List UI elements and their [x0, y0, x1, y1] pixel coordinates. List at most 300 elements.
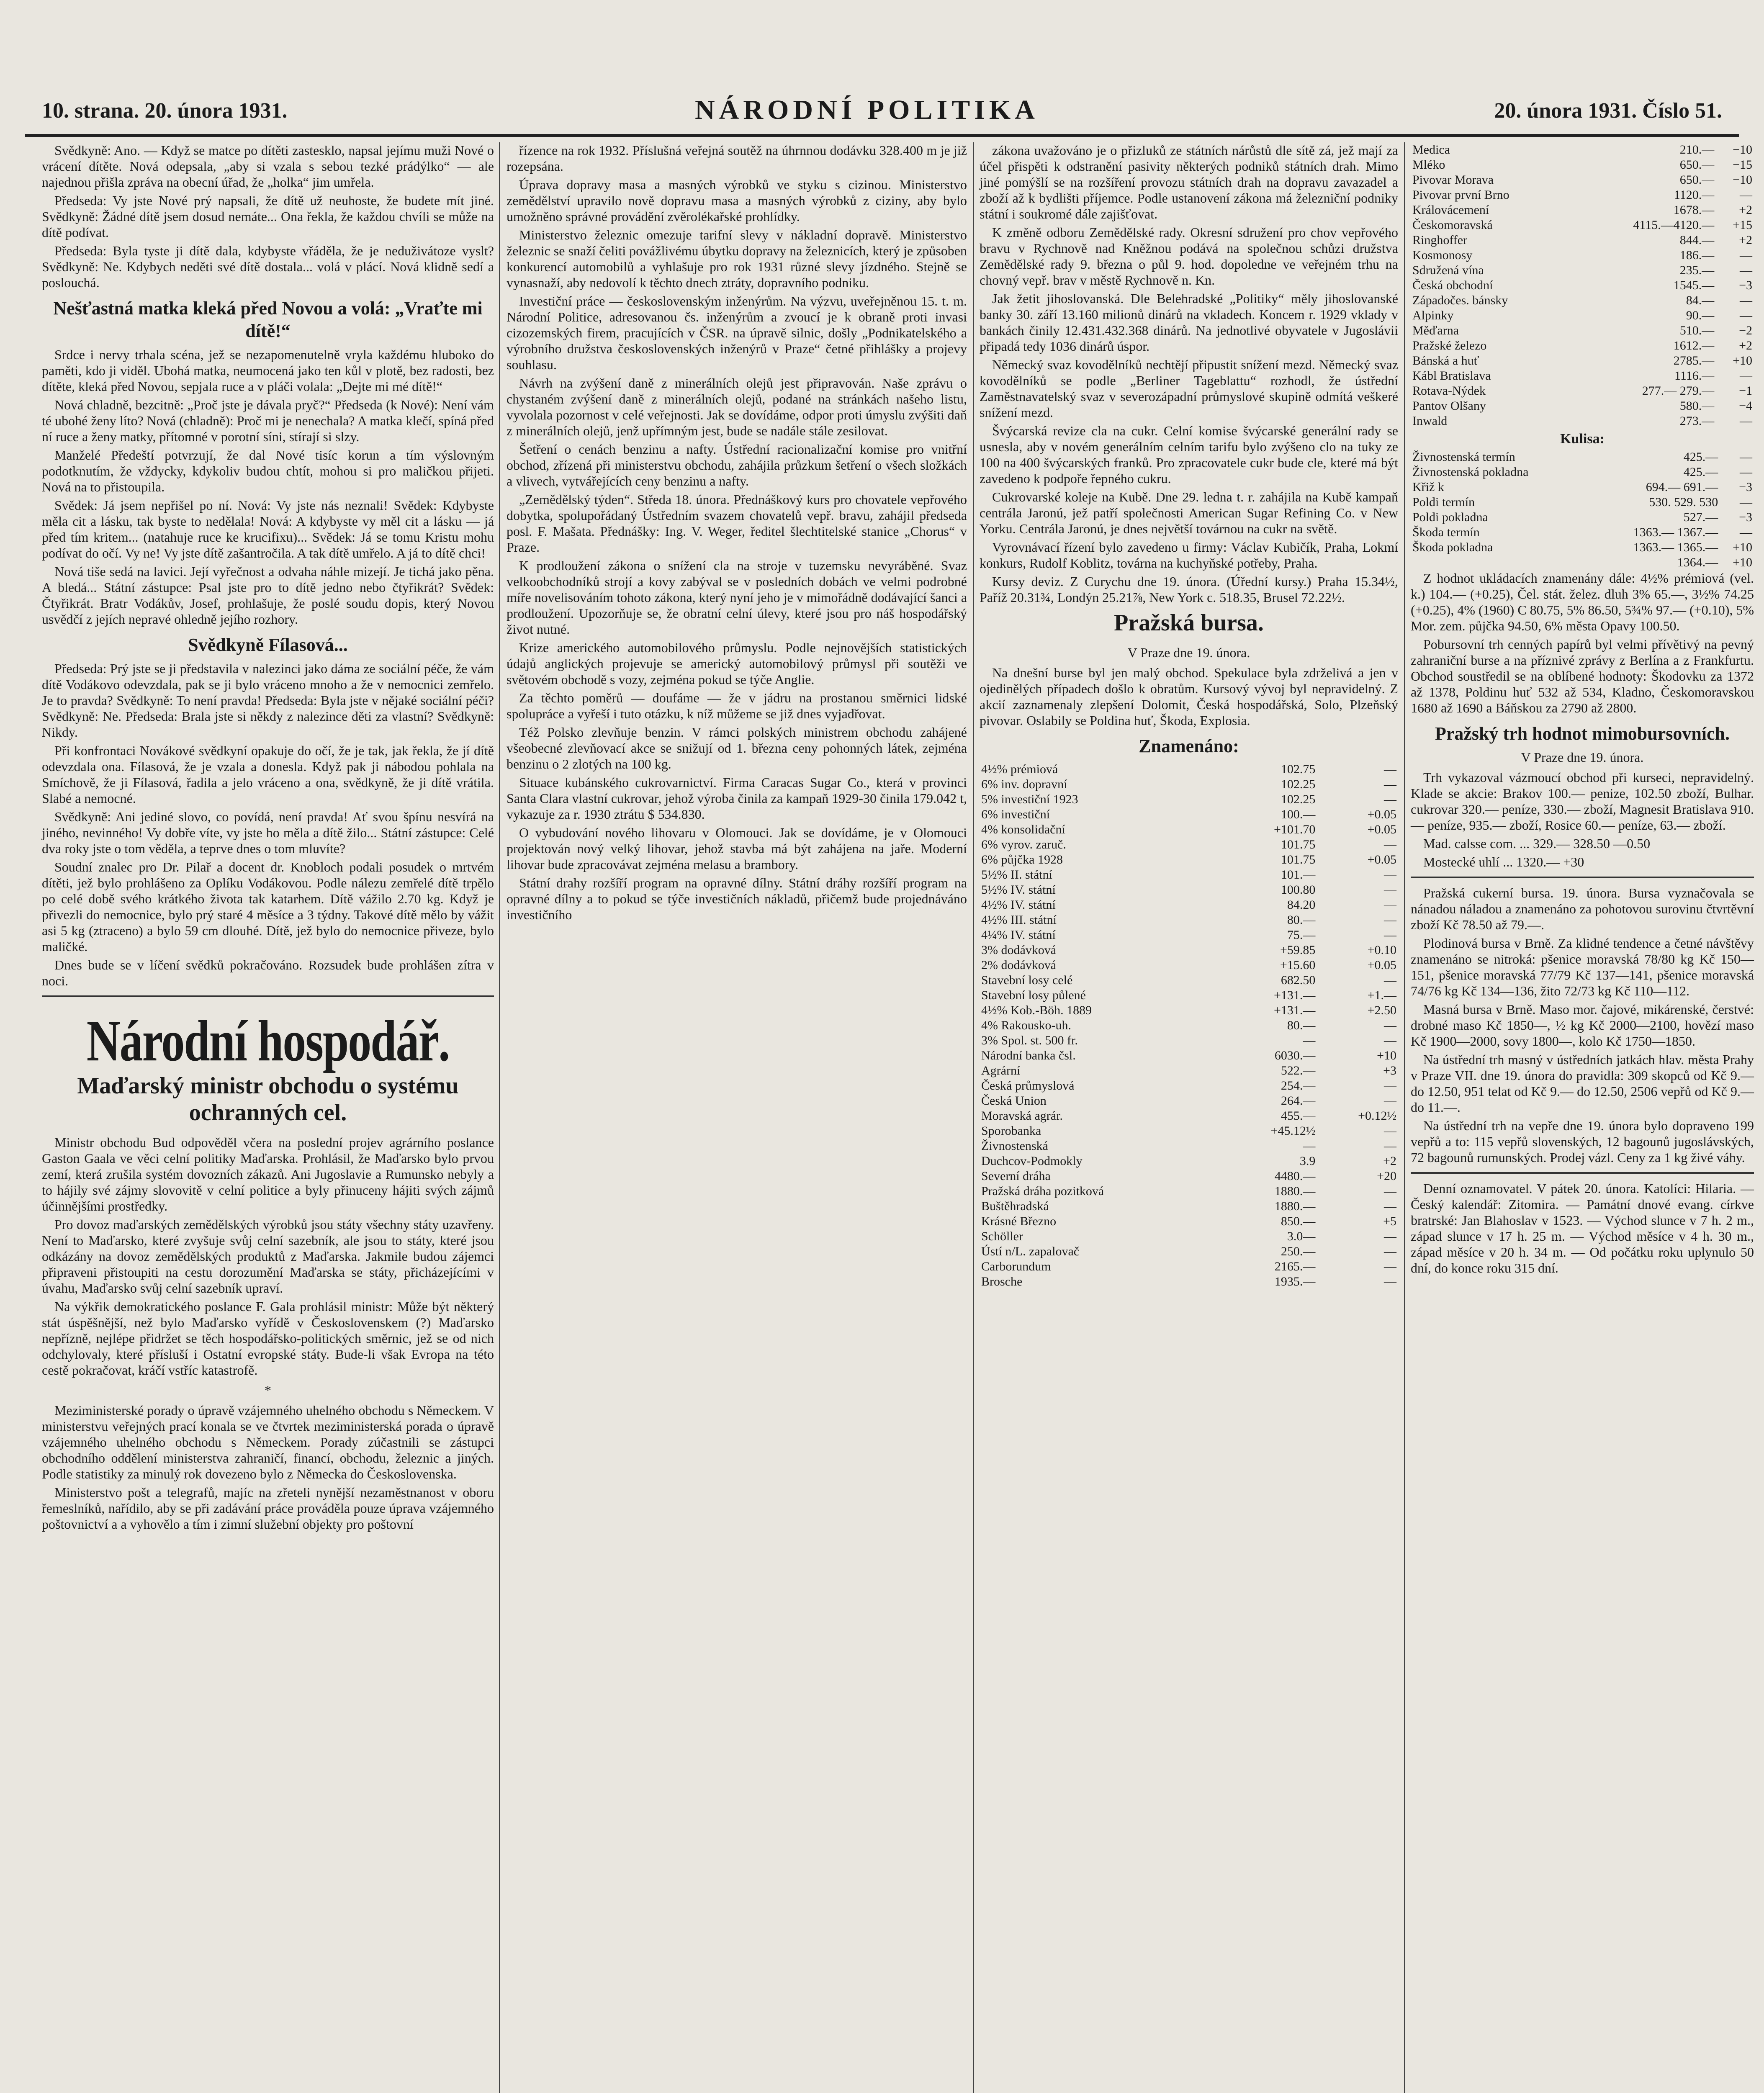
change-cell: −1: [1739, 384, 1752, 398]
change-cell: —: [1740, 248, 1752, 262]
change-cell: +20: [1377, 1169, 1396, 1183]
price-cell: 527.—: [1683, 510, 1718, 524]
article-paragraph: Pro dovoz maďarských zemědělských výrobků jsou státy všechny státy uzavřeny. Není to Maďarsko, které zvyšuje svůj celní sazebník, ale jsou to státy, které jsou odkázány na dovoz zemědělských produktů z Maďarska. Jakmile budou zájemci připraveni přistoupiti na cestu dorozumění Maďarska se státy, přicházejícími v úvahu, Maďarsko svůj celní sazebník upraví.: [42, 1217, 494, 1296]
column-1: [42, 142, 494, 1535]
security-name: 6% inv. dopravní: [981, 777, 1067, 791]
article-paragraph: Soudní znalec pro Dr. Pilař a docent dr. Knobloch podali posudek o mrtvém dítěti, jež bylo prohlášeno za Oplíku Vodákovou. Podle nálezu zemřelé dítě trpělo po celé době svého krátkého života tak katarhem. Dítě vážilo 2.70 kg. Když je přivezli do nemocnice, bylo prý staré 4 měsíce a 3 týdny. Takové dítě mělo by vážit asi 5 kg (ztraceno) a bylo 59 cm dlouhé. Dítě, jež bylo do nemocnice přiveze, bylo maličké.: [42, 859, 494, 954]
security-name: Česká průmyslová: [981, 1079, 1075, 1093]
article-paragraph: Návrh na zvýšení daně z minerálních olejů jest připravován. Naše zprávu o chystaném zvýšení daně z minerálních olejů, podané na stránkách našeho listu, vyvolala pozornost v celé veřejnosti. Jak se dovídáme, odpor proti úmyslu zvýšiti daň z minerálních olejů, jenž upřímným jest, bude se nadále stále zesilovat.: [507, 375, 967, 438]
article-paragraph: řízence na rok 1932. Příslušná veřejná soutěž na úhrnnou dodávku 328.400 m je již rozepsána.: [507, 143, 967, 174]
change-cell: —: [1740, 188, 1752, 202]
security-name: Buštěhradská: [981, 1199, 1049, 1213]
security-name: Medica: [1412, 143, 1450, 157]
newspaper-page: [25, 0, 1754, 2093]
security-name: Poldi pokladna: [1412, 510, 1488, 524]
change-cell: —: [1384, 1275, 1396, 1288]
security-name: 3% Spol. st. 500 fr.: [981, 1034, 1078, 1047]
security-name: Ústí n/L. zapalovač: [981, 1244, 1080, 1258]
table-row: [1411, 278, 1754, 293]
security-name: 6% vyrov. zaruč.: [981, 838, 1066, 851]
price-cell: 80.—: [1287, 913, 1316, 927]
table-row: [1411, 510, 1754, 525]
column-rule: [1404, 142, 1405, 2093]
security-name: 5½% IV. státní: [981, 883, 1056, 897]
price-cell: 650.—: [1679, 158, 1715, 172]
article-paragraph: Ministerstvo pošt a telegrafů, majíc na zřeteli nynější nezaměstnanost v oboru řemeslníků, nařídilo, aby se při zadávání práce prováděla pouze úprava vzájemného poštovnictví a a vyhovělo a tím i zimní služební objekty pro poštovní: [42, 1485, 494, 1532]
change-cell: +0.12½: [1358, 1109, 1396, 1123]
table-row: [1411, 525, 1754, 540]
security-name: [1411, 555, 1589, 570]
table-row: [980, 1169, 1398, 1184]
change-cell: −3: [1739, 278, 1752, 292]
table-row: [980, 1139, 1398, 1154]
security-name: Pivovar první Brno: [1412, 188, 1509, 202]
change-cell: —: [1740, 465, 1752, 479]
article-paragraph: Situace kubánského cukrovarnictví. Firma Caracas Sugar Co., která v provinci Santa Clara vlastní cukrovar, jehož výroba činila za kampaň 1929-30 činila 179.042 t, vykazuje za r. 1930 ztrátu $ 534.830.: [507, 775, 967, 822]
price-cell: +59.85: [1280, 943, 1316, 957]
section-heading: Svědkyně Fílasová...: [188, 635, 348, 655]
article-paragraph: Švýcarská revize cla na cukr. Celní komise švýcarské generální rady se usnesla, aby v novém generálním celním tarifu bylo zvýšeno clo na tuky ze 100 na 400 švýcarských franků. Pro zpracovatele cukr bude cle, které má být zavedeno k podpoře řepného cukru.: [980, 423, 1398, 486]
price-cell: 250.—: [1281, 1244, 1316, 1258]
security-name: 2% dodávková: [981, 958, 1057, 972]
article-paragraph: Srdce i nervy trhala scéna, jež se nezapomenutelně vryla každému hluboko do paměti, kdo ji viděl. Ubohá matka, neumocená jako ten kůl v plotě, bez radosti, bez dítěte, kleká před Novou, sepjala ruce a v pláči volala: „Dejte mi mé dítě!“: [42, 347, 494, 394]
change-cell: +2: [1739, 203, 1752, 217]
table-heading: Kulisa:: [1560, 431, 1605, 447]
table-row: [1411, 495, 1754, 510]
change-cell: +0.05: [1367, 853, 1396, 867]
article-paragraph: O vybudování nového lihovaru v Olomouci. Jak se dovídáme, je v Olomouci projektován nový velký lihovar, jehož stavba má být zahájena na jaře. Moderní lihovar bude zpracovávat zejména melasu a brambory.: [507, 825, 967, 872]
security-name: Kosmonosy: [1412, 248, 1473, 262]
article-paragraph: „Zemědělský týden“. Středa 18. února. Přednáškový kurs pro chovatele vepřového dobytka, spolupořádaný Ústředním svazem chovatelů vepř. bravu, zahájil předseda posl. F. Mašata. Přednášky: Ing. V. Weger, ředitel šlechtitelské stanice „Chorus“ v Praze.: [507, 492, 967, 555]
security-name: Národní banka čsl.: [981, 1049, 1076, 1062]
article-paragraph: Vyrovnávací řízení bylo zavedeno u firmy: Václav Kubičík, Praha, Lokmí konkurs, Rudolf Koblitz, továrna na kuchyňské potřeby, Praha.: [980, 540, 1398, 571]
price-cell: —: [1303, 1034, 1316, 1047]
security-name: Moravská agrár.: [981, 1109, 1063, 1123]
article-paragraph: Masná bursa v Brně. Maso mor. čajové, mikárenské, čerstvé: drobné maso Kč 1850—, ½ kg Kč 2000—2100, hovězí maso Kč 1900—2000, sovy 1800—, kolo Kč 1750—1850.: [1411, 1002, 1754, 1049]
price-cell: 235.—: [1679, 263, 1715, 277]
table-row: [980, 762, 1398, 777]
price-cell: 6030.—: [1274, 1049, 1316, 1062]
article-paragraph: Též Polsko zlevňuje benzin. V rámci polských ministrem obchodu zahájené všeobecné zlevňovací akce se snižují od 1. března ceny pohonných látek, zejména benzinu o 2 zlotých na 100 kg.: [507, 725, 967, 771]
price-cell: +131.—: [1273, 988, 1316, 1002]
change-cell: —: [1384, 913, 1396, 927]
price-cell: 850.—: [1281, 1214, 1316, 1228]
article-paragraph: Předseda: Vy jste Nové prý napsali, že dítě už neuhoste, že budete mít jiné. Svědkyně: Žádné dítě jsem dosud nemáte... Ona řekla, že každou chvíli se může na dítě podívat.: [42, 193, 494, 240]
security-name: 4% Rakousko-uh.: [981, 1018, 1071, 1032]
security-name: Ringhoffer: [1412, 233, 1468, 247]
price-cell: 1880.—: [1274, 1184, 1316, 1198]
change-cell: —: [1384, 838, 1396, 851]
price-cell: 254.—: [1281, 1079, 1316, 1093]
security-name: Škoda pokladna: [1412, 540, 1493, 554]
price-cell: 682.50: [1281, 973, 1316, 987]
price-cell: 650.—: [1679, 173, 1715, 187]
column-rule: [499, 142, 500, 2093]
issue-date-number: 20. února 1931. Číslo 51.: [1494, 99, 1722, 123]
security-name: Sdružená vína: [1412, 263, 1484, 277]
change-cell: +1.—: [1367, 988, 1396, 1002]
security-name: Alpinky: [1412, 309, 1454, 322]
price-cell: 1364.—: [1677, 555, 1718, 569]
price-cell: 100.—: [1281, 807, 1316, 821]
article-paragraph: Státní drahy rozšíří program na opravné dílny. Státní dráhy rozšíří program na opravné dílny a to pokud se týče investičních nákladů, přičemž bude projednáváno investičního: [507, 875, 967, 922]
security-name: Inwald: [1412, 414, 1448, 428]
table-row: [980, 1018, 1398, 1033]
price-cell: 186.—: [1679, 248, 1715, 262]
security-name: Stavební losy celé: [981, 973, 1073, 987]
change-cell: —: [1384, 1034, 1396, 1047]
table-row: [1411, 293, 1754, 308]
price-cell: 100.80: [1281, 883, 1316, 897]
article-paragraph: Předseda: Byla tyste ji dítě dala, kdybyste vřáděla, že je neduživátoze vyslt? Svědkyně: Ne. Kdybych neděti své dítě dostala... volá v plácí. Nová klidně sedí a poslouchá.: [42, 243, 494, 290]
table-row: [1411, 353, 1754, 368]
price-cell: 101.75: [1281, 838, 1316, 851]
security-name: Měďarna: [1412, 324, 1459, 337]
price-cell: +45.12½: [1270, 1124, 1316, 1138]
table-row: [980, 1154, 1398, 1169]
column-rule: [973, 142, 974, 2093]
security-name: 4½% Kob.-Böh. 1889: [981, 1003, 1092, 1017]
divider: [42, 995, 494, 997]
article-paragraph: Nová tiše sedá na lavici. Její vyřečnost a odvaha náhle mizejí. Je tichá jako pěna. A bledá... Státní zástupce: Psal jste pro to dítě jedno nebo čtyřikrát? Svědek: Čtyřikrát. Bratr Vodákův, Josef, prohlašuje, že poslé soudu dopis, který Novou usvědčí z jejích nepravé ohledně jejího rozhory.: [42, 564, 494, 627]
table-row: [980, 1259, 1398, 1274]
change-cell: −3: [1739, 510, 1752, 524]
table-row: [1411, 338, 1754, 353]
price-cell: 1363.— 1367.—: [1633, 525, 1718, 539]
article-paragraph: Meziministerské porady o úpravě vzájemného uhelného obchodu s Německem. V ministerstvu veřejných prací konala se ve čtvrtek meziministerská porada o úpravě vzájemného uhelného obchodu s Německem. Porady zúčastnili se zástupci obchodního oddělení ministerstva zahraničí, financí, obchodu, železnic a jiných. Podle statistiky za minulý rok dovezeno bylo z Německa do Československa.: [42, 1403, 494, 1481]
table-row: [1411, 399, 1754, 414]
security-name: 5% investiční 1923: [981, 792, 1078, 806]
price-cell: 1545.—: [1673, 278, 1715, 292]
table-row: [980, 1244, 1398, 1259]
security-name: Carborundum: [981, 1260, 1051, 1273]
security-name: Pražské železo: [1412, 339, 1487, 352]
article-paragraph: Trh vykazoval vázmoucí obchod při kurseci, nepravidelný. Klade se akcie: Brakov 100.— penize, 102.50 zboží, Bulhar. cukrovar 320.— peníze, 330.— zboží, Magnesit Bratislava 910.— peníze, 935.— zboží, Rosice 60.— peníze, 63.— zboží.: [1411, 770, 1754, 833]
article-paragraph: Na dnešní burse byl jen malý obchod. Spekulace byla zdrželivá a jen v ojedinělých případech došlo k obratům. Kursový vývoj byl nepravidelný. Z akcií zaznamenaly zlepšení Dolomit, Česká hospodářská, Solo, Plzeňský pivovar. Oslabily se Poldina huť, Škoda, Explosia.: [980, 665, 1398, 728]
table-row: [980, 897, 1398, 913]
security-name: Pražská dráha pozitková: [981, 1184, 1104, 1198]
price-cell: 80.—: [1287, 1018, 1316, 1032]
article-paragraph: K prodloužení zákona o snížení cla na stroje v tuzemsku nevyráběné. Svaz velkoobchodníků strojí a kovy zabýval se v posledních dobách ve velmi podrobné míře novelisováním tohoto zákona, který nyní jeho je v mimořádně dodávající šanci a prodloužení. Upozorňuje se, že obratní celní úlevy, které jsou pro náš hospodářský život nutné.: [507, 558, 967, 637]
security-name: 4¼% IV. státní: [981, 928, 1056, 942]
table-row: [1411, 157, 1754, 172]
price-cell: 1120.—: [1674, 188, 1715, 202]
table-row: [1411, 465, 1754, 480]
change-cell: +3: [1383, 1064, 1396, 1077]
price-cell: 210.—: [1679, 143, 1715, 157]
change-cell: +2: [1739, 233, 1752, 247]
change-cell: +2.50: [1367, 1003, 1396, 1017]
price-cell: 1880.—: [1274, 1199, 1316, 1213]
column-2: [507, 142, 967, 925]
price-cell: 2785.—: [1673, 354, 1715, 368]
table-row: [1411, 263, 1754, 278]
change-cell: +2: [1383, 1154, 1396, 1168]
price-cell: 2165.—: [1274, 1260, 1316, 1273]
article-paragraph: Ministerstvo železnic omezuje tarifní slevy v nákladní dopravě. Ministerstvo železnic se snaží čeliti povážlivému úbytku dopravy na železnicích, který je způsoben konkurencí automobilů a vyhlašuje pro rok 1931 různé slevy jízdného. Stejně se vynasnaží, aby nedovolí k těchto dnech ztráty, dopravního podniku.: [507, 227, 967, 290]
change-cell: −2: [1739, 324, 1752, 337]
security-name: Česká Union: [981, 1094, 1047, 1108]
price-cell: +101.70: [1273, 823, 1316, 836]
security-name: 4½% IV. státní: [981, 898, 1056, 912]
article-paragraph: Německý svaz kovodělníků nechtějí připustit snížení mezd. Německý svaz kovodělníků se podle „Berliner Tageblattu“ rozhodl, že ústřední Zaměstnavatelský svaz v severozápadní průmyslové skupině odmítá veškeré snížení mezd.: [980, 357, 1398, 420]
security-name: Pivovar Morava: [1412, 173, 1494, 187]
table-row: [980, 867, 1398, 882]
change-cell: —: [1384, 883, 1396, 897]
security-name: Pantov Olšany: [1412, 399, 1486, 413]
dateline: V Praze dne 19. února.: [1127, 645, 1250, 660]
security-name: 6% půjčka 1928: [981, 853, 1063, 867]
table-row: [980, 1229, 1398, 1244]
change-cell: —: [1384, 1124, 1396, 1138]
article-paragraph: Předseda: Prý jste se ji představila v nalezinci jako dáma ze sociální péče, že vám dítě Vodákovo odevzdala, pak se ji bylo vráceno mnoho a že v nemocnici zemřelo. Je to pravda? Svědkyně: To není pravda! Předseda: Byla jste v nějaké sociální péči? Svědkyně: Ne. Předseda: Brala jste si někdy z nalezince děti za vlastní? Svědkyně: Nikdy.: [42, 661, 494, 740]
security-name: 3% dodávková: [981, 943, 1057, 957]
article-paragraph: Plodinová bursa v Brně. Za klidné tendence a četné návštěvy znamenáno se nitroká: pšenice moravská 78/80 kg Kč 150—151, pšenice moravská 77/79 Kč 137—141, pšenice moravská 74/76 kg Kč 134—136, žito 72/73 kg Kč 110—112.: [1411, 936, 1754, 998]
price-cell: 425.—: [1683, 465, 1718, 479]
stock-table: [1411, 450, 1754, 570]
change-cell: —: [1384, 1018, 1396, 1032]
price-cell: 90.—: [1686, 309, 1715, 322]
table-row: [980, 792, 1398, 807]
price-cell: +131.—: [1273, 1003, 1316, 1017]
security-name: Českomoravská: [1412, 218, 1493, 232]
change-cell: +0.05: [1367, 958, 1396, 972]
change-cell: −4: [1739, 399, 1752, 413]
section-heading: Pražský trh hodnot mimobursovních.: [1435, 723, 1730, 744]
table-row: [980, 1078, 1398, 1093]
change-cell: −15: [1733, 158, 1752, 172]
table-row: [980, 928, 1398, 943]
security-name: Poldi termín: [1412, 495, 1475, 509]
table-heading: Znamenáno:: [1139, 736, 1239, 756]
change-cell: —: [1384, 1094, 1396, 1108]
price-cell: 694.— 691.—: [1646, 480, 1718, 494]
price-cell: +15.60: [1280, 958, 1316, 972]
table-row: [980, 837, 1398, 852]
change-cell: +0.10: [1367, 943, 1396, 957]
change-cell: —: [1384, 1184, 1396, 1198]
security-name: Kábl Bratislava: [1412, 369, 1491, 383]
change-cell: +10: [1733, 540, 1752, 554]
table-row: [980, 1033, 1398, 1048]
price-cell: 84.—: [1686, 293, 1715, 307]
security-name: Agrární: [981, 1064, 1021, 1077]
price-cell: 101.—: [1281, 868, 1316, 882]
table-row: [1411, 308, 1754, 323]
security-name: Živnostenská pokladna: [1412, 465, 1529, 479]
table-row: [980, 1093, 1398, 1108]
price-cell: 75.—: [1287, 928, 1316, 942]
section-heading: Pražská bursa.: [1114, 610, 1264, 636]
change-cell: +10: [1733, 555, 1752, 569]
price-cell: 3.0—: [1287, 1229, 1316, 1243]
dateline: V Praze dne 19. února.: [1521, 750, 1644, 765]
page-header: [25, 94, 1739, 137]
table-row: [980, 1274, 1398, 1289]
price-cell: 530. 529. 530: [1649, 495, 1718, 509]
separator-star: *: [265, 1383, 271, 1398]
price-cell: 1612.—: [1673, 339, 1715, 352]
price-cell: 522.—: [1281, 1064, 1316, 1077]
column-4: [1411, 142, 1754, 1278]
table-row: [980, 1199, 1398, 1214]
table-row: [980, 973, 1398, 988]
price-cell: 510.—: [1679, 324, 1715, 337]
article-paragraph: Cukrovarské koleje na Kubě. Dne 29. ledna t. r. zahájila na Kubě kampaň centrála Jaronú, jež patří společnosti American Sugar Refining Co. v New Yorku. Centrála Jaronú, je dnes největší továrnou na cukr na světě.: [980, 489, 1398, 536]
table-row: [980, 1063, 1398, 1078]
table-row: [980, 777, 1398, 792]
table-row: [1411, 172, 1754, 188]
stock-table: [1411, 142, 1754, 429]
article-paragraph: Z hodnot ukládacích znamenány dále: 4½% prémiová (vel. k.) 104.— (+0.25), Čel. stát. želez. dluh 3% 65.—, 3½% 74.25 (+0.25), 4% (1960) C 80.75, 5% 86.50, 5¾% 97.— (+0.10), 5% Mor. zem. půjčka 94.50, 6% města Opavy 100.50.: [1411, 571, 1754, 633]
security-name: 5½% II. státní: [981, 868, 1052, 882]
change-cell: —: [1740, 414, 1752, 428]
table-row: [1411, 450, 1754, 465]
security-name: Schöller: [981, 1229, 1023, 1243]
price-cell: 273.—: [1679, 414, 1715, 428]
price-line: Mad. calsse com. ... 329.— 328.50 —0.50: [1423, 836, 1651, 851]
security-name: Bánská a huť: [1412, 354, 1479, 368]
article-paragraph: Nová chladně, bezcitně: „Proč jste je dávala pryč?“ Předseda (k Nové): Není vám té ubohé ženy líto? Nová (chladně): Proč mi je nenechala? A matka klečí, spíná před ní ruce a ženy matky, přítomné v porotní síni, stírají si slzy.: [42, 397, 494, 444]
change-cell: —: [1384, 1244, 1396, 1258]
change-cell: +10: [1733, 354, 1752, 368]
price-cell: 1935.—: [1274, 1275, 1316, 1288]
article-paragraph: Kursy deviz. Z Curychu dne 19. února. (Úřední kursy.) Praha 15.34½, Paříž 20.31¾, Londýn 25.21⅞, New York c. 518.35, Brusel 72.22½.: [980, 574, 1398, 605]
table-row: [980, 822, 1398, 837]
security-name: Škoda termín: [1412, 525, 1480, 539]
table-row: [980, 943, 1398, 958]
price-cell: 102.25: [1281, 792, 1316, 806]
table-row: [980, 1108, 1398, 1124]
article-paragraph: Ministr obchodu Bud odpověděl včera na poslední projev agrárního poslance Gaston Gaala ve věci celní politiky Maďarska. Prohlásil, že Maďarsko bylo prvou zemí, která zrušila systém dovozních zákazů. Ani Jugoslavie a Rumunsko nebyly a to hájily své zájmy slovovitě v celní politice a byly přinuceny hájiti svých zájmů účinnějšími prostředky.: [42, 1135, 494, 1214]
divider: [1411, 1172, 1754, 1174]
article-paragraph: Úprava dopravy masa a masných výrobků ve styku s cizinou. Ministerstvo zemědělství upravilo nově dopravu masa a masných výrobků z ciziny, aby bylo umožněno správné provádění zvěrolékařské prohlídky.: [507, 177, 967, 224]
security-name: Křiž k: [1412, 480, 1444, 494]
section-title: Národní hospodář.: [86, 1008, 450, 1074]
price-cell: 101.75: [1281, 853, 1316, 867]
change-cell: +0.05: [1367, 823, 1396, 836]
security-name: Královácemení: [1412, 203, 1489, 217]
article-paragraph: Pražská cukerní bursa. 19. února. Bursa vyznačovala se nánadou náladou a znamenáno za pohotovou surovinu čtvrtěvní zboží Kč 78.50 až 79.—.: [1411, 885, 1754, 932]
table-row: [980, 1214, 1398, 1229]
article-paragraph: Svědek: Já jsem nepřišel po ní. Nová: Vy jste nás neznali! Svědek: Kdybyste měla cit a lásku, tak byste to nedělala! Nová: A kdybyste vy měl cit a lásku — já před tím kritem... (natahuje ruce ke krucifixu)... Svědek: Já se tomu Kristu mohu podívat do očí. Vy ne! Vy jste dítě zašantročila. A tak dítě umřelo. A já to dítě chci!: [42, 498, 494, 561]
price-cell: 425.—: [1683, 450, 1718, 464]
table-row: [1411, 218, 1754, 233]
change-cell: —: [1384, 1229, 1396, 1243]
article-paragraph: Pobursovní trh cenných papírů byl velmi přívětivý na pevný zahraniční burse a na příznivé zprávy z Berlína a z Frankfurtu. Obchod soustředil se na oblíbené hodnoty: Škodovku za 1372 až 1378, Poldinu huť 532 až 534, Kladno, Českomoravskou 1680 až 1690 a Báňskou za 2790 až 2800.: [1411, 637, 1754, 715]
security-name: Sporobanka: [981, 1124, 1041, 1138]
change-cell: —: [1384, 777, 1396, 791]
change-cell: −3: [1739, 480, 1752, 494]
change-cell: —: [1740, 450, 1752, 464]
price-cell: 4115.—4120.—: [1633, 218, 1715, 232]
security-name: Severní dráha: [981, 1169, 1051, 1183]
security-name: Mléko: [1412, 158, 1445, 172]
security-name: Brosche: [981, 1275, 1023, 1288]
change-cell: +15: [1733, 218, 1752, 232]
table-row: [980, 1124, 1398, 1139]
security-name: Živnostenská: [981, 1139, 1048, 1153]
table-row: [1411, 233, 1754, 248]
change-cell: —: [1384, 762, 1396, 776]
price-cell: 1116.—: [1674, 369, 1715, 383]
divider: [1411, 877, 1754, 878]
article-paragraph: Krize amerického automobilového průmyslu. Podle nejnovějších statistických údajů anglických projevuje se americký automobilový průmysl při soutěži ve světovém obchodě s vozy, zejména pokud se týče Anglie.: [507, 640, 967, 687]
article-paragraph: Na ústřední trh masný v ústředních jatkách hlav. města Prahy v Praze VII. dne 19. února do pravidla: 309 skopců od Kč 9.— do 12.50, 951 telat od Kč 9.— do 12.50, 2506 vepřů od Kč 9.— do 11.—.: [1411, 1052, 1754, 1115]
price-cell: —: [1303, 1139, 1316, 1153]
change-cell: +2: [1739, 339, 1752, 352]
price-cell: 3.9: [1299, 1154, 1316, 1168]
table-row: [980, 1048, 1398, 1063]
change-cell: −10: [1733, 173, 1752, 187]
article-paragraph: Dnes bude se v líčení svědků pokračováno. Rozsudek bude prohlášen zítra v noci.: [42, 957, 494, 988]
change-cell: —: [1740, 369, 1752, 383]
table-row: [1411, 555, 1754, 570]
security-name: Rotava-Nýdek: [1412, 384, 1486, 398]
price-cell: 455.—: [1281, 1109, 1316, 1123]
security-name: 4½% III. státní: [981, 913, 1057, 927]
security-name: 6% investiční: [981, 807, 1050, 821]
section-heading: Nešťastná matka kleká před Novou a volá: „Vraťte mi dítě!“: [53, 298, 483, 341]
security-name: Česká obchodní: [1412, 278, 1493, 292]
price-cell: 84.20: [1287, 898, 1316, 912]
table-row: [1411, 188, 1754, 203]
security-name: Živnostenská termín: [1412, 450, 1515, 464]
article-paragraph: Šetření o cenách benzinu a nafty. Ústřední racionalizační komise pro vnitřní obchod, zřízená při ministerstvu obchodu, zahájila průzkum šetření o všech složkách a vlivech, vytvářejících ceny benzinu a nafty.: [507, 442, 967, 489]
table-row: [1411, 383, 1754, 399]
masthead: NÁRODNÍ POLITIKA: [695, 95, 1039, 125]
table-row: [1411, 414, 1754, 429]
article-paragraph: Svědkyně: Ano. — Když se matce po dítěti zastesklo, napsal jejímu muži Nové o vrácení dítěte. Nová odepsala, „aby si vzala s sebou tezké prádýlko“ — ale najednou přišla zpráva na obecní úřad, že „holka“ jim umřela.: [42, 143, 494, 190]
price-cell: 102.75: [1281, 762, 1316, 776]
article-paragraph: K změně odboru Zemědělské rady. Okresní sdružení pro chov vepřového bravu v Rychnově nad Kněžnou podává na společnou schůzi družstva Zemědělské rady 9. března o půl 9. hod. dopoledne ve veřejném trhu na chovný vepř. brav v městě Rychnově n. Kn.: [980, 225, 1398, 288]
security-name: Duchcov-Podmokly: [981, 1154, 1083, 1168]
article-paragraph: zákona uvažováno je o přizluků ze státních nárůstů dle sítě zá, jež mají za účel přispěti k odstranění pasivity některých podniků státních drah. Mimo jiné pomýšlí se na rozšíření provozu státních drah na dopravu zavazadel a zboží až k bydlišti příjemce. Podle ustanovení zákona má železniční podniky státní i soukromé dále zajišťovat.: [980, 143, 1398, 221]
change-cell: —: [1384, 898, 1396, 912]
table-row: [1411, 203, 1754, 218]
article-paragraph: Manželé Předeští potvrzují, že dal Nové tisíc korun a tím výslovným podotknutím, že vždycky, kdykoliv budou chtít, mohou si pro maličkou přijeti. Nová na to přistoupila.: [42, 447, 494, 494]
security-name: 4% konsolidační: [981, 823, 1065, 836]
price-cell: 844.—: [1679, 233, 1715, 247]
table-row: [980, 882, 1398, 897]
price-cell: 580.—: [1679, 399, 1715, 413]
article-headline: Maďarský ministr obchodu o systému ochranných cel.: [77, 1073, 459, 1126]
security-name: Západočes. bánsky: [1412, 293, 1508, 307]
price-cell: 1678.—: [1673, 203, 1715, 217]
stock-table: [980, 762, 1398, 1289]
table-row: [980, 1184, 1398, 1199]
change-cell: —: [1384, 1079, 1396, 1093]
security-name: Krásné Březno: [981, 1214, 1057, 1228]
change-cell: —: [1740, 293, 1752, 307]
table-row: [1411, 368, 1754, 383]
change-cell: —: [1740, 495, 1752, 509]
column-3: [980, 142, 1398, 1289]
change-cell: —: [1384, 1139, 1396, 1153]
table-row: [1411, 248, 1754, 263]
article-paragraph: Investiční práce — československým inženýrům. Na výzvu, uveřejněnou 15. t. m. Národní Politice, adresovanou čs. inženýrům a zvoucí je k obraně proti invasi cizozemských firem, pracujících v ČSR. na úpravě silnic, došly „Podnikatelského a výrobního družstva československých inženýrů v Praze“ četné přihlášky a projevy souhlasu.: [507, 293, 967, 372]
table-row: [980, 1003, 1398, 1018]
price-cell: 102.25: [1281, 777, 1316, 791]
change-cell: —: [1740, 263, 1752, 277]
change-cell: +5: [1383, 1214, 1396, 1228]
change-cell: —: [1384, 868, 1396, 882]
price-cell: 4480.—: [1274, 1169, 1316, 1183]
article-paragraph: Při konfrontaci Novákové svědkyní opakuje do očí, že je tak, jak řekla, že jí dítě odevzdala ona. Fílasová, že je vzala a donesla. Když pak ji nábodou pohlala na Smíchově, že ji Fílasová, řadila a jelo vráceno a ona, svědkyně, že ji dítě vrátila. Slabé a nemocné.: [42, 743, 494, 806]
article-paragraph: Za těchto poměrů — doufáme — že v jádru na prostanou směrnici lidské spolupráce a vyřeší i tuto otázku, k níž můžeme se již dnes vyjadřovat.: [507, 690, 967, 721]
change-cell: —: [1384, 973, 1396, 987]
change-cell: −10: [1733, 143, 1752, 157]
